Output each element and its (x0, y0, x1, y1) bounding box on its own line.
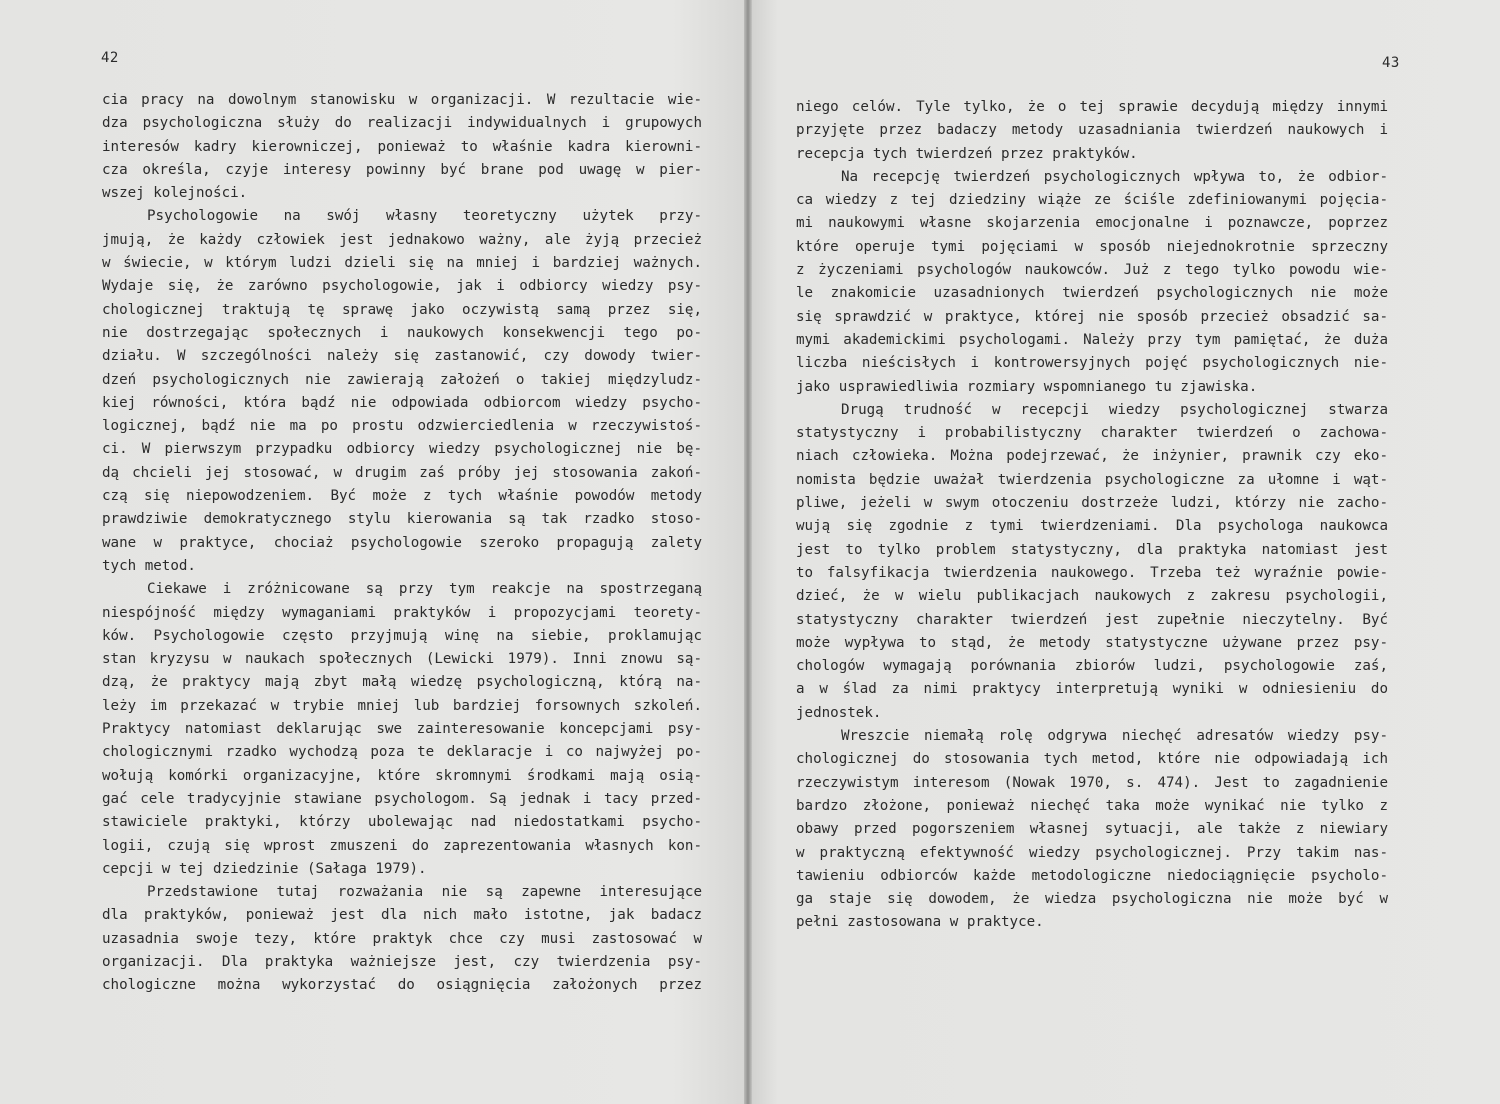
text-line: logii, czują się wprost zmuszeni do zaprezentowania własnych kon- (102, 837, 702, 854)
text-line: chologicznymi rzadko wychodzą poza te deklaracje i co najwyżej po- (102, 744, 702, 761)
text-line: uzasadnia swoje tezy, które praktyk chce czy musi zastosować w (102, 930, 702, 947)
text-line: logicznej, bądź nie ma po prostu odzwierciedlenia w rzeczywistoś- (102, 418, 702, 435)
left-page-number: 42 (101, 50, 119, 66)
text-line: dzeń psychologicznych nie zawierają założeń o takiej międzyludz- (102, 371, 702, 388)
text-line: statystyczny i probabilistyczny charakter twierdzeń o zachowa- (796, 425, 1388, 442)
text-line: to falsyfikacja twierdzenia naukowego. Trzeba też wyraźnie powie- (796, 564, 1388, 581)
right-page-number: 43 (1382, 55, 1400, 71)
text-line: recepcja tych twierdzeń przez praktyków. (796, 145, 1138, 162)
text-line: Ciekawe i zróżnicowane są przy tym reakcje na spostrzeganą (147, 581, 702, 598)
text-line: statystyczny charakter twierdzeń jest zupełnie nieczytelny. Być (796, 611, 1388, 628)
text-line: pliwe, jeżeli w swym otoczeniu dostrzeże ludzi, którzy nie zacho- (796, 495, 1388, 512)
text-line: wołują komórki organizacyjne, które skromnymi środkami mają osią- (102, 767, 702, 784)
text-line: ga staje się dowodem, że wiedza psychologiczna nie może być w (796, 891, 1388, 908)
text-line: wszej kolejności. (102, 185, 248, 202)
text-line: Drugą trudność w recepcji wiedzy psychologicznej stwarza (841, 401, 1388, 418)
right-page (748, 0, 1500, 1104)
text-line: nie dostrzegając społecznych i naukowych konsekwencji tego po- (102, 324, 702, 341)
text-line: niego celów. Tyle tylko, że o tej sprawie decydują między innymi (796, 99, 1388, 115)
text-line: się sprawdzić w praktyce, której nie sposób przecież obsadzić sa- (796, 308, 1388, 325)
text-line: które operuje tymi pojęciami w sposób niejednokrotnie sprzeczny (796, 238, 1388, 255)
right-page-text (796, 96, 1388, 935)
text-line: stan kryzysu w naukach społecznych (Lewicki 1979). Inni znowu są- (102, 651, 702, 668)
left-page-text (102, 89, 702, 998)
text-line: obawy przed pogorszeniem własnej sytuacji, ale także z niewiary (796, 821, 1388, 838)
text-line: niespójność między wymaganiami praktyków i propozycjami teorety- (102, 604, 702, 621)
text-line: cia pracy na dowolnym stanowisku w organizacji. W rezultacie wie- (102, 92, 702, 108)
text-line: cepcji w tej dziedzinie (Sałaga 1979). (102, 860, 427, 877)
text-line: ca wiedzy z tej dziedziny wiąże ze ściśle zdefiniowanymi pojęcia- (796, 192, 1388, 209)
text-line: nomista będzie uważał twierdzenia psychologiczne za ułomne i wąt- (796, 471, 1388, 488)
text-line: Na recepcję twierdzeń psychologicznych wpływa to, że odbior- (841, 168, 1388, 185)
text-line: czą się niepowodzeniem. Być może z tych właśnie powodów metody (102, 488, 702, 505)
text-line: w praktyczną efektywność wiedzy psychologicznej. Przy takim nas- (796, 844, 1388, 861)
text-line: chologów wymagają porównania zbiorów ludzi, psychologowie zaś, (796, 658, 1388, 675)
text-line: jako usprawiedliwia rozmiary wspomnianego tu zjawiska. (796, 378, 1258, 395)
text-line: jednostek. (796, 704, 882, 721)
text-line: jmują, że każdy człowiek jest jednakowo ważny, ale żyją przecież (102, 231, 702, 248)
text-line: Wreszcie niemałą rolę odgrywa niechęć adresatów wiedzy psy- (841, 728, 1388, 745)
text-line: gać cele tradycyjnie stawiane psychologom. Są jednak i tacy przed- (102, 790, 702, 807)
left-page (0, 0, 748, 1104)
text-line: działu. W szczególności należy się zastanowić, czy dowody twier- (102, 348, 702, 365)
text-line: chologicznej traktują tę sprawę jako oczywistą samą przez się, (102, 301, 702, 318)
text-line: może wypływa to stąd, że metody statystyczne używane przez psy- (796, 634, 1388, 651)
text-line: bardzo złożone, ponieważ niechęć taka może wynikać nie tylko z (796, 797, 1388, 814)
text-line: prawdziwie demokratycznego stylu kierowania są tak rzadko stoso- (102, 511, 702, 528)
text-line: chologiczne można wykorzystać do osiągnięcia założonych przez (102, 977, 702, 994)
text-line: dla praktyków, ponieważ jest dla nich mało istotne, jak badacz (102, 907, 702, 924)
text-line: przyjęte przez badaczy metody uzasadniania twierdzeń naukowych i (796, 122, 1388, 139)
text-line: kiej równości, która bądź nie odpowiada odbiorcom wiedzy psycho- (102, 394, 702, 411)
text-line: organizacji. Dla praktyka ważniejsze jest, czy twierdzenia psy- (102, 953, 702, 970)
text-line: ci. W pierwszym przypadku odbiorcy wiedzy psychologicznej nie bę- (102, 441, 702, 458)
text-line: interesów kadry kierowniczej, ponieważ to właśnie kadra kierowni- (102, 138, 702, 155)
text-line: ków. Psychologowie często przyjmują winę na siebie, proklamując (102, 627, 702, 644)
text-line: le znakomicie uzasadnionych twierdzeń psychologicznych nie może (796, 285, 1388, 302)
text-line: pełni zastosowana w praktyce. (796, 914, 1044, 931)
text-line: mi naukowymi własne skojarzenia emocjonalne i poznawcze, poprzez (796, 215, 1388, 232)
text-line: dzieć, że w wielu publikacjach naukowych z zakresu psychologii, (796, 588, 1388, 605)
text-line: wane w praktyce, chociaż psychologowie szeroko propagują zalety (102, 534, 702, 551)
text-line: tawieniu odbiorców każde metodologiczne niedociągnięcie psycholo- (796, 867, 1388, 884)
text-line: Psychologowie na swój własny teoretyczny użytek przy- (147, 208, 702, 225)
text-line: tych metod. (102, 557, 196, 574)
text-line: dzą, że praktycy mają zbyt małą wiedzę psychologiczną, którą na- (102, 674, 702, 691)
text-line: leży im przekazać w trybie mniej lub bardziej forsownych szkoleń. (102, 697, 702, 714)
text-line: Przedstawione tutaj rozważania nie są zapewne interesujące (147, 884, 702, 901)
text-line: Praktycy natomiast deklarując swe zainteresowanie koncepcjami psy- (102, 721, 702, 738)
text-line: chologicznej do stosowania tych metod, które nie odpowiadają ich (796, 751, 1388, 768)
text-line: niach człowieka. Można podejrzewać, że inżynier, prawnik czy eko- (796, 448, 1388, 465)
text-line: dza psychologiczna służy do realizacji indywidualnych i grupowych (102, 115, 702, 132)
text-line: mymi akademickimi psychologami. Należy przy tym pamiętać, że duża (796, 331, 1388, 348)
text-line: wują się zgodnie z tymi twierdzeniami. Dla psychologa naukowca (796, 518, 1388, 535)
text-line: stawiciele praktyki, którzy ubolewając nad niedostatkami psycho- (102, 814, 702, 831)
text-line: jest to tylko problem statystyczny, dla praktyka natomiast jest (796, 541, 1388, 558)
book-gutter (744, 0, 752, 1104)
text-line: w świecie, w którym ludzi dzieli się na mniej i bardziej ważnych. (102, 255, 702, 272)
text-line: rzeczywistym interesom (Nowak 1970, s. 474). Jest to zagadnienie (796, 774, 1388, 791)
text-line: Wydaje się, że zarówno psychologowie, jak i odbiorcy wiedzy psy- (102, 278, 702, 295)
text-line: z życzeniami psychologów naukowców. Już z tego tylko powodu wie- (796, 262, 1388, 279)
text-line: a w ślad za nimi praktycy interpretują wyniki w odniesieniu do (796, 681, 1388, 698)
text-line: liczba nieścisłych i kontrowersyjnych pojęć psychologicznych nie- (796, 355, 1388, 372)
text-line: cza określa, czyje interesy powinny być brane pod uwagę w pier- (102, 161, 702, 178)
text-line: dą chcieli jej stosować, w drugim zaś próby jej stosowania zakoń- (102, 464, 702, 481)
